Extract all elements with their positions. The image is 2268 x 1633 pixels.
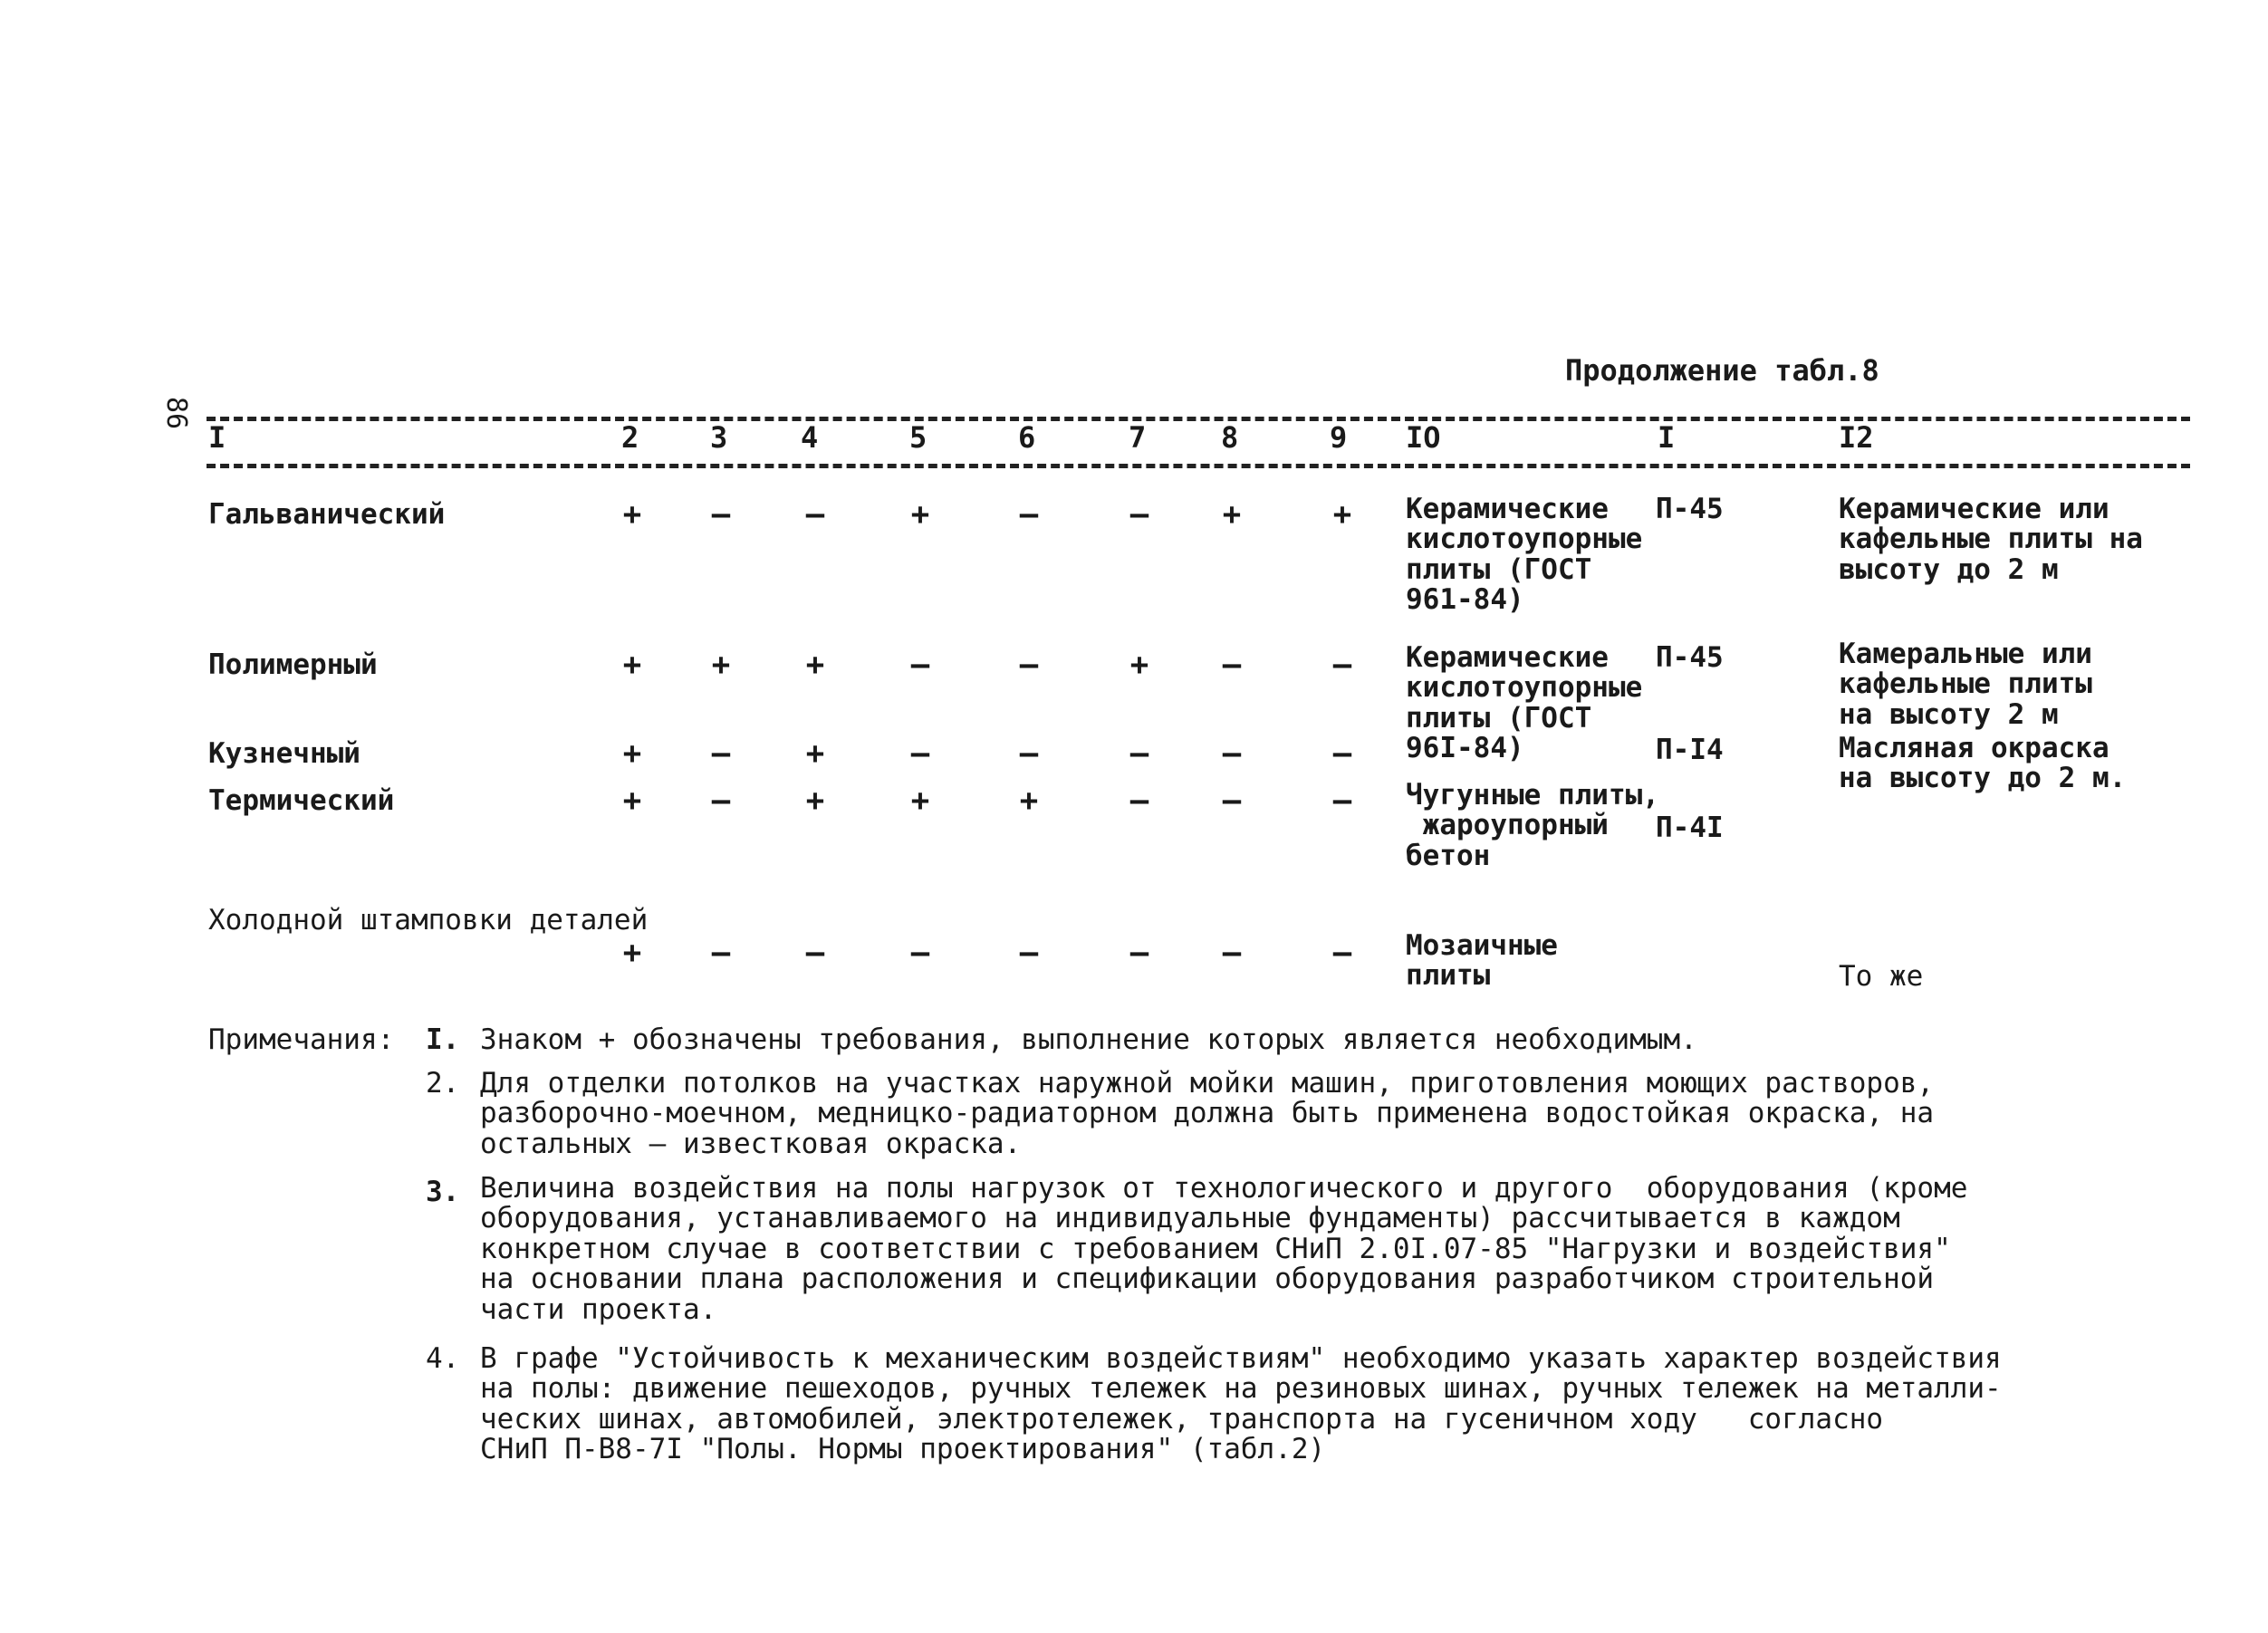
row-finish: Масляная окраска на высоту до 2 м. [1839, 732, 2127, 795]
table-caption: Продолжение табл.8 [1565, 353, 1879, 388]
row-mark: + [805, 783, 825, 819]
row-mark: – [1332, 647, 1352, 683]
row-finish: Керамические или кафельные плиты на высоту до 2 м [1839, 493, 2143, 586]
note-number: 4. [426, 1342, 460, 1375]
row-material: Чугунные плиты, жароупорный бетон [1406, 779, 1659, 872]
row-name: Холодной штамповки деталей [208, 904, 649, 937]
row-mark: + [622, 935, 642, 971]
row-mark: – [1019, 935, 1039, 971]
row-mark: – [711, 783, 731, 819]
header-bottom-rule [207, 464, 2190, 468]
row-mark: – [711, 496, 731, 533]
row-mark: – [1019, 647, 1039, 683]
row-mark: + [1019, 783, 1039, 819]
row-code: П-45 [1656, 493, 1724, 525]
row-material: Мозаичные плиты [1406, 929, 1558, 993]
row-mark: – [1019, 496, 1039, 533]
row-name: Полимерный [208, 648, 378, 681]
row-mark: + [1129, 647, 1149, 683]
row-mark: – [1129, 783, 1149, 819]
row-mark: – [1332, 735, 1352, 772]
row-code: П-4I [1656, 812, 1724, 844]
note-number: 2. [426, 1067, 460, 1100]
row-material: Керамические кислотоупорные плиты (ГОСТ 96I-84) [1406, 641, 1643, 765]
row-mark: + [1332, 496, 1352, 533]
col-header-11: I [1658, 420, 1676, 455]
row-finish: То же [1839, 960, 1924, 993]
row-mark: + [622, 647, 642, 683]
row-mark: – [1129, 496, 1149, 533]
col-header-1: I [208, 420, 226, 455]
note-number: I. [426, 1023, 460, 1056]
row-mark: + [910, 783, 930, 819]
row-mark: – [1332, 935, 1352, 971]
row-mark: + [622, 783, 642, 819]
col-header-7: 7 [1129, 420, 1147, 455]
row-mark: + [805, 735, 825, 772]
row-mark: – [1332, 783, 1352, 819]
row-mark: – [711, 935, 731, 971]
row-name: Термический [208, 784, 395, 817]
row-name: Кузнечный [208, 737, 360, 770]
row-mark: – [910, 735, 930, 772]
note-text: Для отделки потолков на участках наружной мойки машин, приготовления моющих растворов, разборочно-моечном, медницко-радиаторном должна быть применена водостойкая окраска, на остальных – известковая окраска. [480, 1067, 1935, 1160]
col-header-4: 4 [801, 420, 819, 455]
row-mark: – [910, 935, 930, 971]
note-text: Знаком + обозначены требования, выполнение которых является необходимым. [480, 1023, 1697, 1056]
col-header-8: 8 [1221, 420, 1239, 455]
header-top-rule [207, 417, 2190, 421]
row-mark: – [1222, 647, 1242, 683]
col-header-9: 9 [1330, 420, 1348, 455]
row-mark: – [1129, 735, 1149, 772]
row-mark: – [711, 735, 731, 772]
row-mark: – [1129, 935, 1149, 971]
col-header-6: 6 [1018, 420, 1036, 455]
row-name: Гальванический [208, 498, 446, 531]
row-code: П-I4 [1656, 734, 1724, 766]
row-mark: – [1222, 783, 1242, 819]
row-mark: – [1019, 735, 1039, 772]
row-mark: – [805, 496, 825, 533]
col-header-5: 5 [909, 420, 927, 455]
row-mark: + [622, 735, 642, 772]
col-header-3: 3 [710, 420, 728, 455]
page-number: 86 [160, 397, 192, 430]
note-text: В графе "Устойчивость к механическим воздействиям" необходимо указать характер воздействия на полы: движение пешеходов, ручных тележек на резиновых шинах, ручных тележек на металли- ческих шинах, автомобилей, электротележек, транспорта на гусеничном ходу согласно СНиП П-В8-7I "Полы. Нормы проектирования" (табл.2) [480, 1342, 2002, 1466]
note-text: Величина воздействия на полы нагрузок от технологического и другого оборудования (кроме оборудования, устанавливаемого на индивидуальные фундаменты) рассчитывается в каждом конкретном случае в соответствии с требованием СНиП 2.0I.07-85 "Нагрузки и воздействия" на основании плана расположения и спецификации оборудования разработчиком строительной части проекта. [480, 1172, 1968, 1326]
row-mark: – [805, 935, 825, 971]
note-number: 3. [426, 1176, 460, 1208]
col-header-10: IO [1406, 420, 1441, 455]
row-mark: – [1222, 735, 1242, 772]
col-header-12: I2 [1839, 420, 1874, 455]
notes-label: Примечания: [208, 1023, 395, 1056]
row-mark: + [711, 647, 731, 683]
row-mark: – [910, 647, 930, 683]
col-header-2: 2 [621, 420, 639, 455]
row-mark: + [805, 647, 825, 683]
row-code: П-45 [1656, 641, 1724, 674]
row-material: Керамические кислотоупорные плиты (ГОСТ 961-84) [1406, 493, 1643, 617]
row-mark: + [622, 496, 642, 533]
row-finish: Камеральные или кафельные плиты на высоту 2 м [1839, 638, 2092, 731]
row-mark: – [1222, 935, 1242, 971]
row-mark: + [1222, 496, 1242, 533]
row-mark: + [910, 496, 930, 533]
